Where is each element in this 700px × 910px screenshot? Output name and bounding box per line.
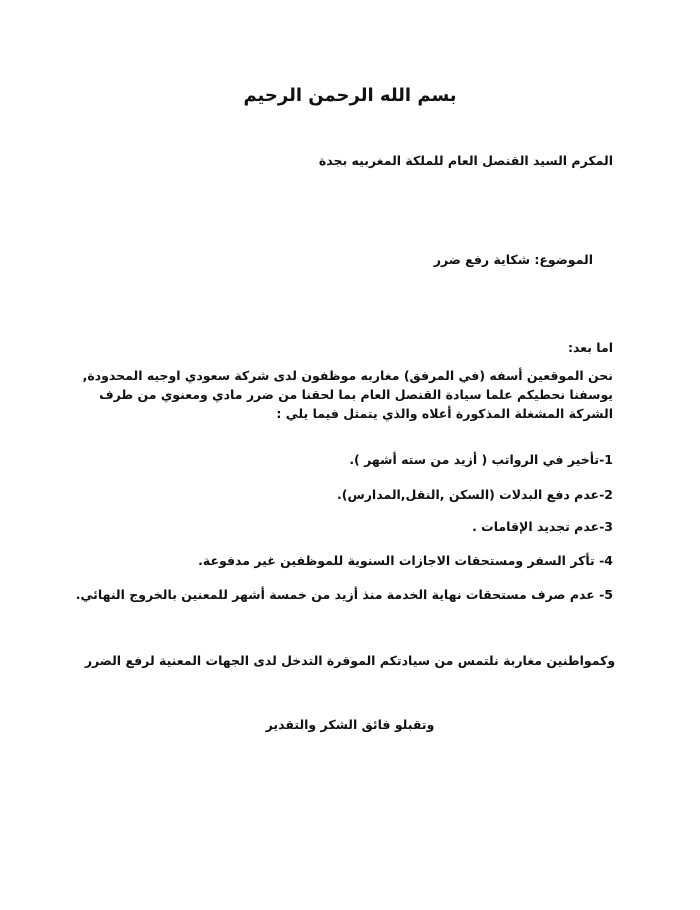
closing-request: وكمواطنين مغاربة نلتمس من سيادتكم الموقرة التدخل لدى الجهات المعنية لرفع الضرر (84, 653, 616, 668)
basmala-heading: بسم الله الرحمن الرحيم (243, 85, 457, 106)
intro-line: الشركة المشغلة المذكورة أعلاه والذي يتمثل فيما يلي : (276, 406, 613, 421)
grievance-item: 4- تأكر السفر ومستحقات الاجازات السنوية للموظفين غير مدفوعة. (198, 553, 613, 568)
intro-paragraph (82, 366, 613, 423)
intro-line: يوسفنا نحطيكم علما سيادة القنصل العام بما لحقنا من ضرر مادي ومعنوي من طرف (99, 387, 613, 402)
grievance-item: 5- عدم صرف مستحقات نهاية الخدمة منذ أزيد من خمسة أشهر للمعنين بالخروج النهائي. (75, 587, 613, 602)
salutation: اما بعد: (567, 340, 613, 355)
grievance-item: 1-تأخير في الرواتب ( أزيد من سته أشهر ). (349, 452, 613, 467)
grievance-item: 3-عدم تجديد الإقامات . (472, 519, 613, 534)
addressee-line: المكرم السيد القنصل العام للملكة المغربيه بجدة (318, 153, 613, 168)
intro-line: نحن الموقعين أسفه (في المرفق) مغاربه موظفون لدى شركة سعودي اوجيه المحدودة, (82, 368, 613, 383)
grievance-item: 2-عدم دفع البدلات (السكن ,النقل,المدارس). (337, 487, 613, 502)
closing-thanks: وتقبلو فائق الشكر والتقدير (265, 717, 435, 732)
subject-line: الموضوع: شكاية رفع ضرر (433, 252, 593, 267)
